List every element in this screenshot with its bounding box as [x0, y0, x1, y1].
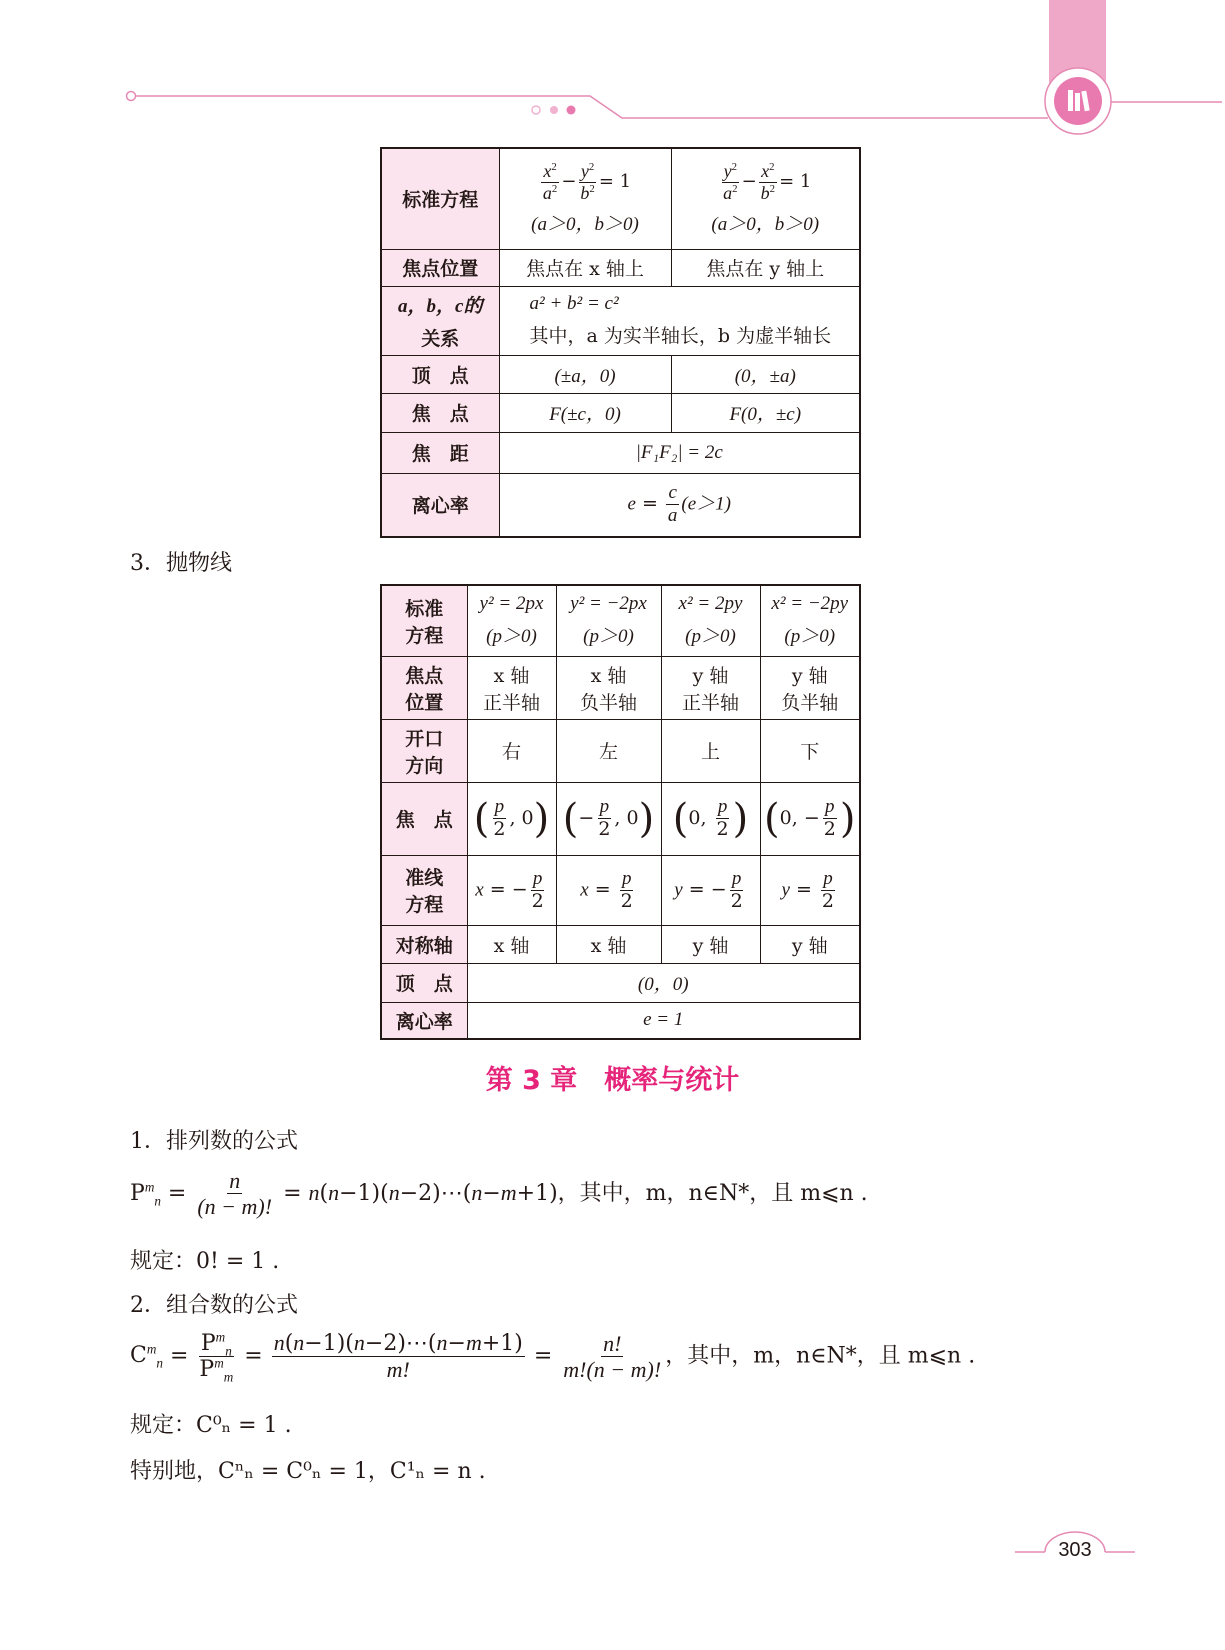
row-label: 标准方程 — [381, 148, 499, 249]
eccentricity-cell: e = $\frac{c}{a}$ (e＞1) — [499, 473, 860, 537]
focus-cell: (0, $\frac{p}{2}$ ) — [661, 782, 760, 855]
focus-cell: (− $\frac{p}{2}$ , 0) — [556, 782, 661, 855]
condition-text: (a＞0，b＞0) — [711, 214, 820, 236]
table-cell: y 轴 — [661, 925, 760, 963]
table-cell: x 轴 — [556, 925, 661, 963]
combination-formula: $C^m_n$ = $\frac{P^m_n}{P^m_m}$ = $\frac{n(n-1)(n-2)\cdots(n-m+1)}{m!}$ = $\frac{n!}{m!(n - m)!}$ ，其中，m，n∈N*，且 m⩽n . — [130, 1329, 976, 1385]
table-row — [381, 585, 860, 656]
table-cell: 右 — [467, 719, 556, 782]
directrix-cell: x = − $\frac{p}{2}$ — [467, 855, 556, 925]
table-cell: (0，±a) — [671, 355, 860, 393]
table-cell: y 轴 负半轴 — [760, 656, 860, 719]
table-cell: |F₁F₂| = 2c — [499, 432, 860, 473]
abc-relation-cell: a² + b² = c² 其中，a 为实半轴长，b 为虚半轴长 — [499, 286, 860, 355]
table-row — [381, 963, 860, 1002]
hyperbola-table — [380, 147, 861, 538]
table-cell: x² = 2py (p＞0) — [661, 585, 760, 656]
standard-equation-y: $\frac{y^2}{a^2}$ − $\frac{x^2}{b^2}$ = 1 (a＞0，b＞0) — [671, 148, 860, 249]
table-cell: y 轴 — [760, 925, 860, 963]
row-label: a，b，c的 关系 — [381, 286, 499, 355]
section2-heading: 2．组合数的公式 — [130, 1293, 298, 1318]
row-label: 焦点 位置 — [381, 656, 467, 719]
table-row — [381, 148, 860, 249]
row-label: 焦点位置 — [381, 249, 499, 286]
table-cell: x² = −2py (p＞0) — [760, 585, 860, 656]
parabola-table — [380, 584, 861, 1040]
table-row — [381, 393, 860, 432]
row-label: 开口 方向 — [381, 719, 467, 782]
table-cell: e = 1 — [467, 1002, 860, 1039]
table-cell: y 轴 正半轴 — [661, 656, 760, 719]
directrix-cell: y = − $\frac{p}{2}$ — [661, 855, 760, 925]
table-row — [381, 286, 860, 355]
table-row — [381, 355, 860, 393]
table-row — [381, 656, 860, 719]
chapter-title: 第 3 章 概率与统计 — [485, 1065, 740, 1096]
formula-tail: ，其中，m，n∈N*，且 m⩽n . — [557, 1180, 868, 1206]
row-label: 准线 方程 — [381, 855, 467, 925]
header-decoration — [0, 0, 1225, 150]
focus-cell: (0, − $\frac{p}{2}$ ) — [760, 782, 860, 855]
table-cell: (±a，0) — [499, 355, 671, 393]
focus-cell: ( $\frac{p}{2}$ , 0) — [467, 782, 556, 855]
row-label: 标准 方程 — [381, 585, 467, 656]
book-icon — [1064, 86, 1094, 116]
table-row — [381, 782, 860, 855]
table-row — [381, 249, 860, 286]
row-label: 离心率 — [381, 1002, 467, 1039]
table-row — [381, 432, 860, 473]
table-cell: (0，0) — [467, 963, 860, 1002]
table-row — [381, 1002, 860, 1039]
section2-special: 特别地，Cⁿₙ = C⁰ₙ = 1，C¹ₙ = n . — [130, 1459, 486, 1484]
table-cell: F(±c，0) — [499, 393, 671, 432]
parabola-heading: 3．抛物线 — [130, 551, 232, 576]
row-label: 离心率 — [381, 473, 499, 537]
table-cell: 焦点在 y 轴上 — [671, 249, 860, 286]
section1-heading: 1．排列数的公式 — [130, 1129, 298, 1154]
table-cell: 上 — [661, 719, 760, 782]
row-label: 对称轴 — [381, 925, 467, 963]
table-row — [381, 473, 860, 537]
formula-tail: ，其中，m，n∈N*，且 m⩽n . — [665, 1343, 976, 1369]
row-label: 焦 点 — [381, 782, 467, 855]
condition-text: (a＞0，b＞0) — [531, 214, 639, 236]
table-cell: y² = −2px (p＞0) — [556, 585, 661, 656]
section2-rule: 规定：C⁰ₙ = 1 . — [130, 1413, 292, 1438]
table-cell: 下 — [760, 719, 860, 782]
table-cell: x 轴 — [467, 925, 556, 963]
table-cell: x 轴 正半轴 — [467, 656, 556, 719]
table-cell: F(0，±c) — [671, 393, 860, 432]
row-label: 顶 点 — [381, 355, 499, 393]
row-label: 焦 距 — [381, 432, 499, 473]
permutation-formula: $P^m_n$ = $\frac{n}{(n - m)!}$ = n(n−1)(n−2)⋯(n−m+1)，其中，m，n∈N*，且 m⩽n . — [130, 1168, 868, 1220]
table-cell: 焦点在 x 轴上 — [499, 249, 671, 286]
row-label: 顶 点 — [381, 963, 467, 1002]
section1-rule: 规定：0! = 1 . — [130, 1249, 280, 1274]
table-row — [381, 855, 860, 925]
directrix-cell: x = $\frac{p}{2}$ — [556, 855, 661, 925]
table-cell: 左 — [556, 719, 661, 782]
row-label: 焦 点 — [381, 393, 499, 432]
table-row — [381, 719, 860, 782]
directrix-cell: y = $\frac{p}{2}$ — [760, 855, 860, 925]
table-row — [381, 925, 860, 963]
table-cell: y² = 2px (p＞0) — [467, 585, 556, 656]
table-cell: x 轴 负半轴 — [556, 656, 661, 719]
standard-equation-x: $\frac{x^2}{a^2}$ − $\frac{y^2}{b^2}$ = 1 (a＞0，b＞0) — [499, 148, 671, 249]
page-number: 303 — [1058, 1539, 1092, 1561]
